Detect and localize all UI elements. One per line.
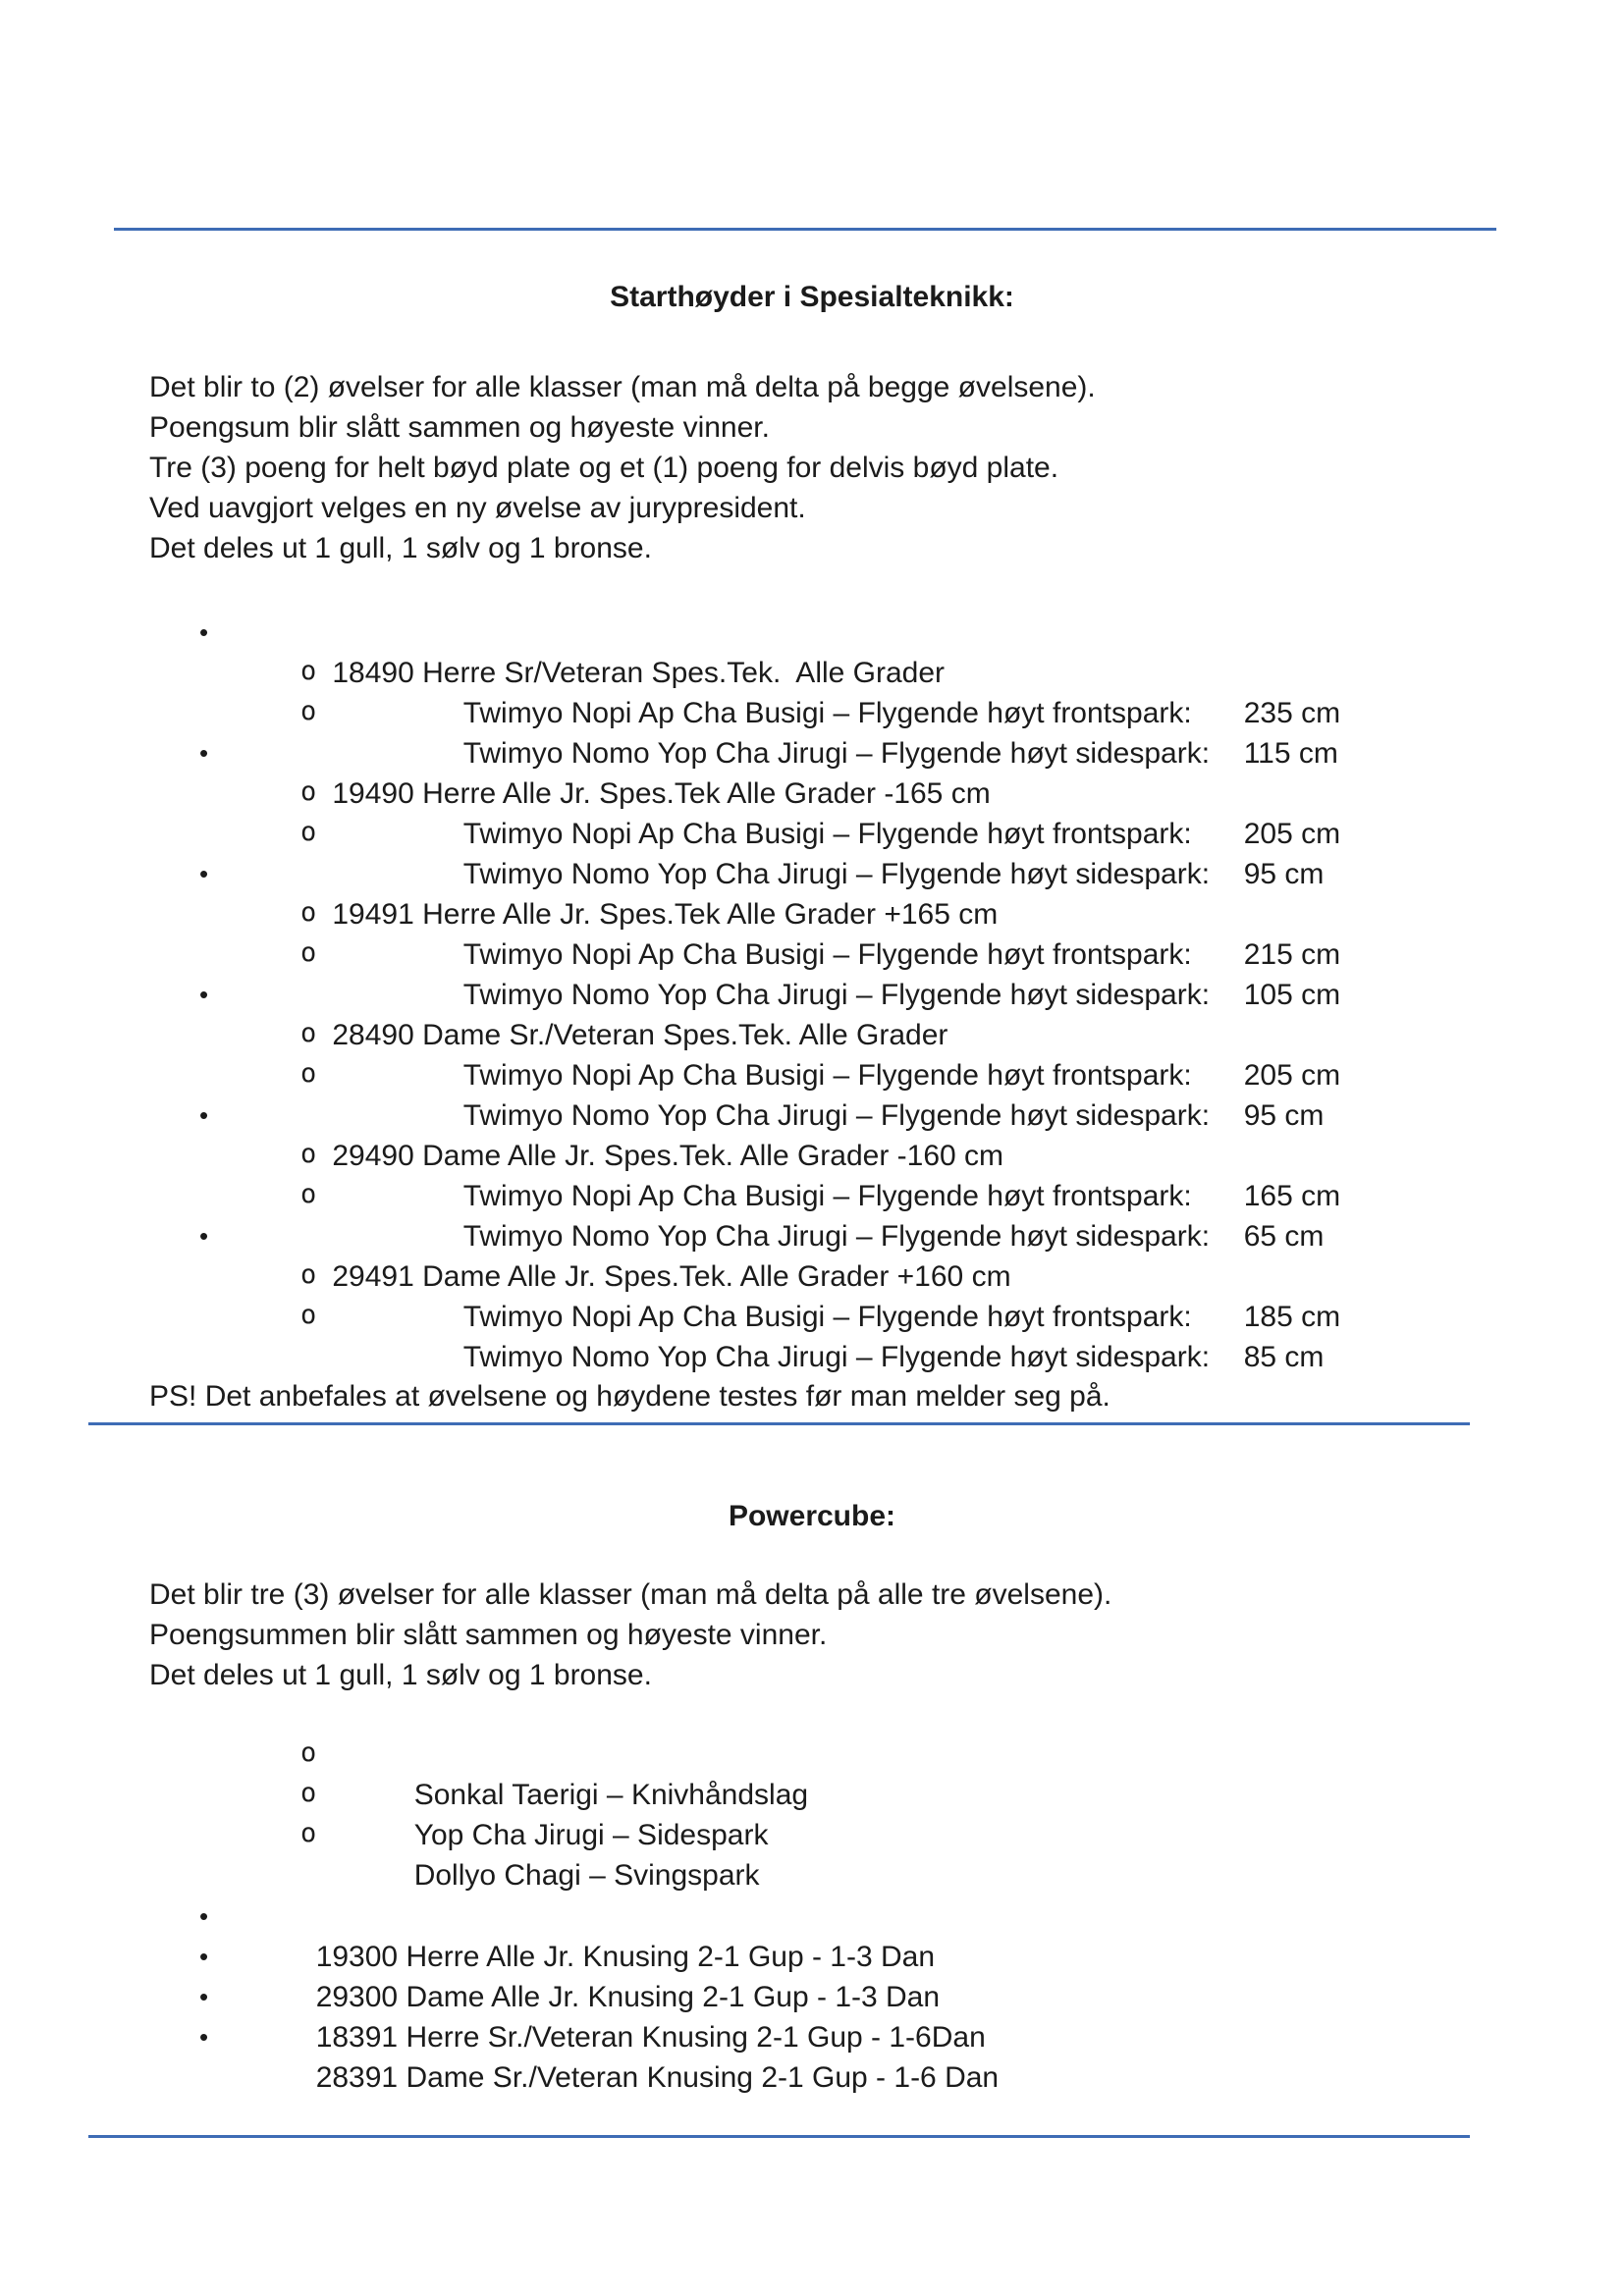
circle-bullet-icon: o [300, 656, 317, 686]
event-list [0, 774, 1624, 890]
event-item [0, 1015, 1624, 1092]
circle-bullet-icon: o [300, 1778, 317, 1808]
class-label: 19491 Herre Alle Jr. Spes.Tek Alle Grader +165 cm [332, 898, 999, 931]
circle-bullet-icon: o [300, 1259, 317, 1290]
bullet-icon: • [199, 980, 209, 1009]
class-label: 29491 Dame Alle Jr. Spes.Tek. Alle Grader +160 cm [332, 1260, 1011, 1293]
event-name: Twimyo Nomo Yop Cha Jirugi – Flygende høyt sidespark: [462, 737, 1211, 770]
event-name: Twimyo Nopi Ap Cha Busigi – Flygende høyt frontspark: [462, 1301, 1192, 1333]
circle-bullet-icon: o [300, 1818, 317, 1848]
class-item [0, 1937, 1624, 2013]
event-height: 85 cm [1243, 1341, 1325, 1373]
event-list [0, 1136, 1624, 1253]
class-item [0, 854, 1624, 931]
class-label: 18391 Herre Sr./Veteran Knusing 2-1 Gup - 1-6Dan [315, 2021, 986, 2054]
intro-line: Det blir to (2) øvelser for alle klasser (man må delta på begge øvelsene). [149, 371, 1096, 403]
class-item [0, 613, 1624, 689]
intro-line: Det deles ut 1 gull, 1 sølv og 1 bronse. [149, 1659, 652, 1691]
event-name: Twimyo Nopi Ap Cha Busigi – Flygende høyt frontspark: [462, 1180, 1192, 1212]
circle-bullet-icon: o [300, 1018, 317, 1048]
event-height: 95 cm [1243, 1099, 1325, 1132]
circle-bullet-icon: o [300, 897, 317, 928]
powercube-title: Powercube: [728, 1500, 896, 1532]
event-item [0, 653, 1624, 729]
class-item [0, 733, 1624, 810]
intro-line: Ved uavgjort velges en ny øvelse av jurypresident. [149, 492, 806, 524]
intro-line: Tre (3) poeng for helt bøyd plate og et (1) poeng for delvis bøyd plate. [149, 452, 1059, 484]
exercise-label: Sonkal Taerigi – Knivhåndslag [413, 1779, 809, 1811]
powercube-class-list [0, 1896, 1624, 2094]
class-item [0, 1896, 1624, 1973]
exercise-item [0, 1815, 1624, 1892]
class-group [0, 975, 1624, 1132]
class-label: 28391 Dame Sr./Veteran Knusing 2-1 Gup - 1-6 Dan [315, 2061, 1000, 2094]
event-item [0, 894, 1624, 971]
event-item [0, 693, 1624, 770]
intro-line: Poengsummen blir slått sammen og høyeste vinner. [149, 1619, 828, 1651]
event-list [0, 1256, 1624, 1373]
event-item [0, 814, 1624, 890]
bullet-icon: • [199, 1100, 209, 1130]
event-name: Twimyo Nomo Yop Cha Jirugi – Flygende høyt sidespark: [462, 858, 1211, 890]
event-item [0, 1297, 1624, 1373]
circle-bullet-icon: o [300, 1139, 317, 1169]
section-divider-bottom [88, 2135, 1470, 2138]
event-name: Twimyo Nomo Yop Cha Jirugi – Flygende høyt sidespark: [462, 979, 1211, 1011]
class-group [0, 733, 1624, 890]
circle-bullet-icon: o [300, 1179, 317, 1209]
bullet-icon: • [199, 859, 209, 888]
powercube-intro [149, 1575, 1111, 1695]
event-name: Twimyo Nopi Ap Cha Busigi – Flygende høyt frontspark: [462, 1059, 1192, 1092]
class-label: 18490 Herre Sr/Veteran Spes.Tek. Alle Grader [332, 657, 946, 689]
event-height: 95 cm [1243, 858, 1325, 890]
event-height: 215 cm [1243, 938, 1341, 971]
class-item [0, 2017, 1624, 2094]
circle-bullet-icon: o [300, 1300, 317, 1330]
event-height: 165 cm [1243, 1180, 1341, 1212]
circle-bullet-icon: o [300, 776, 317, 807]
intro-line: Poengsum blir slått sammen og høyeste vinner. [149, 411, 770, 444]
event-height: 185 cm [1243, 1301, 1341, 1333]
ps-note: PS! Det anbefales at øvelsene og høydene testes før man melder seg på. [149, 1380, 1110, 1413]
powercube-exercise-list [0, 1735, 1624, 1892]
class-group [0, 1216, 1624, 1373]
bullet-icon: • [199, 1942, 209, 1971]
class-group [0, 854, 1624, 1011]
event-item [0, 1256, 1624, 1333]
event-height: 205 cm [1243, 1059, 1341, 1092]
event-name: Twimyo Nopi Ap Cha Busigi – Flygende høyt frontspark: [462, 697, 1192, 729]
class-group [0, 613, 1624, 770]
exercise-label: Dollyo Chagi – Svingspark [413, 1859, 760, 1892]
bullet-icon: • [199, 1982, 209, 2011]
event-height: 205 cm [1243, 818, 1341, 850]
circle-bullet-icon: o [300, 1737, 317, 1768]
class-item [0, 1095, 1624, 1172]
class-item [0, 1216, 1624, 1293]
event-name: Twimyo Nomo Yop Cha Jirugi – Flygende høyt sidespark: [462, 1099, 1211, 1132]
bullet-icon: • [199, 2022, 209, 2052]
class-group [0, 1095, 1624, 1253]
class-label: 29300 Dame Alle Jr. Knusing 2-1 Gup - 1-3 Dan [315, 1981, 941, 2013]
event-list [0, 653, 1624, 770]
event-item [0, 774, 1624, 850]
event-name: Twimyo Nomo Yop Cha Jirugi – Flygende høyt sidespark: [462, 1220, 1211, 1253]
circle-bullet-icon: o [300, 1058, 317, 1089]
section-divider-top [114, 228, 1496, 231]
event-item [0, 1176, 1624, 1253]
spesialteknikk-intro [149, 367, 1096, 568]
intro-line: Det deles ut 1 gull, 1 sølv og 1 bronse. [149, 532, 652, 564]
intro-line: Det blir tre (3) øvelser for alle klasser (man må delta på alle tre øvelsene). [149, 1578, 1112, 1611]
event-item [0, 934, 1624, 1011]
class-label: 29490 Dame Alle Jr. Spes.Tek. Alle Grader -160 cm [332, 1140, 1004, 1172]
event-height: 235 cm [1243, 697, 1341, 729]
event-name: Twimyo Nopi Ap Cha Busigi – Flygende høyt frontspark: [462, 818, 1192, 850]
bullet-icon: • [199, 738, 209, 768]
exercise-label: Yop Cha Jirugi – Sidespark [413, 1819, 769, 1851]
event-height: 65 cm [1243, 1220, 1325, 1253]
class-item [0, 1977, 1624, 2054]
circle-bullet-icon: o [300, 817, 317, 847]
event-height: 115 cm [1243, 737, 1338, 770]
event-name: Twimyo Nomo Yop Cha Jirugi – Flygende høyt sidespark: [462, 1341, 1211, 1373]
exercise-item [0, 1735, 1624, 1811]
exercise-item [0, 1775, 1624, 1851]
section-divider-middle [88, 1422, 1470, 1425]
bullet-icon: • [199, 1901, 209, 1931]
spesialteknikk-class-list [0, 613, 1624, 1373]
event-list [0, 894, 1624, 1011]
event-item [0, 1055, 1624, 1132]
event-name: Twimyo Nopi Ap Cha Busigi – Flygende høyt frontspark: [462, 938, 1192, 971]
class-label: 19300 Herre Alle Jr. Knusing 2-1 Gup - 1-3 Dan [315, 1941, 936, 1973]
class-label: 28490 Dame Sr./Veteran Spes.Tek. Alle Grader [332, 1019, 948, 1051]
spesialteknikk-title: Starthøyder i Spesialteknikk: [610, 281, 1014, 313]
event-height: 105 cm [1243, 979, 1341, 1011]
event-list [0, 1015, 1624, 1132]
circle-bullet-icon: o [300, 696, 317, 726]
bullet-icon: • [199, 617, 209, 647]
bullet-icon: • [199, 1221, 209, 1251]
circle-bullet-icon: o [300, 937, 317, 968]
class-label: 19490 Herre Alle Jr. Spes.Tek Alle Grader -165 cm [332, 777, 991, 810]
event-item [0, 1136, 1624, 1212]
class-item [0, 975, 1624, 1051]
